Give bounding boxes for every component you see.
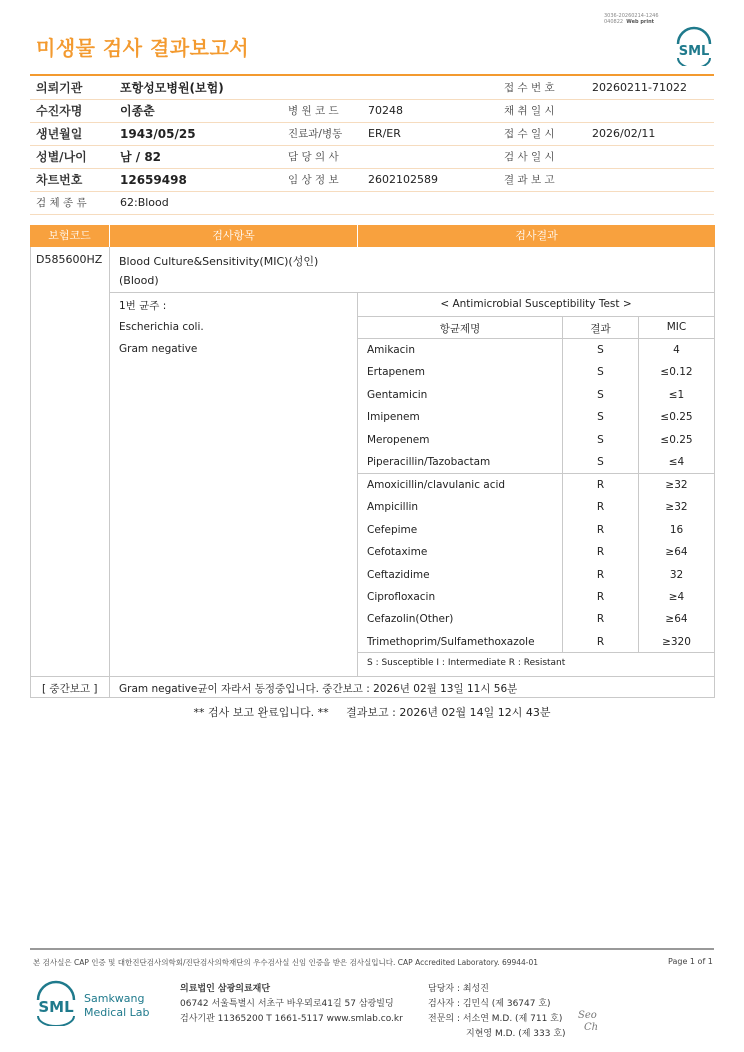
chart-label: 차트번호 <box>30 168 114 191</box>
ast-result: S <box>597 388 604 401</box>
sml-logo-text: SML <box>678 44 710 59</box>
ast-col-mic: MIC <box>666 321 687 333</box>
footer-logo-sml: SML <box>38 998 74 1016</box>
ast-drug-name: Gentamicin <box>367 388 428 401</box>
divider-test <box>109 292 715 293</box>
footer-logo-line2: Medical Lab <box>84 1006 150 1019</box>
sml-logo <box>674 26 714 66</box>
report-title: 미생물 검사 결과보고서 <box>36 36 250 60</box>
hosp-code-value: 70248 <box>362 99 498 122</box>
dept-label: 진료과/병동 <box>282 122 362 145</box>
col-item-header: 검사항목 <box>110 225 357 247</box>
hosp-code-label: 병 원 코 드 <box>282 99 362 122</box>
dob-value: 1943/05/25 <box>114 122 282 145</box>
final-report-text: ** 검사 보고 완료입니다. ** 결과보고 : 2026년 02월 14일 12시 43분 <box>193 706 551 719</box>
ast-result: S <box>597 411 604 424</box>
doc-id-sub: 040822 <box>604 19 624 25</box>
ast-result: S <box>597 433 604 446</box>
divider-code <box>109 247 110 698</box>
chart-value: 12659498 <box>114 168 282 191</box>
org-name: 의료법인 삼광의료재단 <box>180 984 271 994</box>
ast-legend: S : Susceptible I : Intermediate R : Resistant <box>367 658 566 668</box>
ast-result: R <box>596 501 605 514</box>
ast-mic: ≥64 <box>665 613 688 626</box>
divider-groups <box>357 473 715 474</box>
ast-mic: 16 <box>669 523 684 536</box>
patient-label: 수진자명 <box>30 99 114 122</box>
ast-mic: ≥320 <box>662 635 691 648</box>
dept-value: ER/ER <box>362 122 498 145</box>
ast-drug-name: Ciprofloxacin <box>367 591 436 603</box>
doc-id-number: 3036-20260214-1246 <box>604 13 659 19</box>
ast-result: R <box>596 591 605 603</box>
ast-result: R <box>596 546 605 559</box>
patient-info-table <box>30 76 714 215</box>
insurance-code: D585600HZ <box>36 253 103 266</box>
ast-drug-name: Cefazolin(Other) <box>367 613 454 626</box>
ast-result: R <box>596 479 605 491</box>
ast-drug-name: Imipenem <box>367 411 420 424</box>
ast-result: R <box>596 613 605 626</box>
sexage-value: 남 / 82 <box>114 145 282 168</box>
contact-line: 검사기관 11365200 T 1661-5117 www.smlab.co.kr <box>180 1014 403 1024</box>
clinical-value: 2602102589 <box>362 168 498 191</box>
test-name: Blood Culture&Sensitivity(MIC)(성인) <box>119 255 319 268</box>
ast-drug-name: Ceftazidime <box>367 568 430 581</box>
ast-mic: ≤0.12 <box>660 366 693 379</box>
ast-mic: ≤4 <box>668 456 685 468</box>
ast-mic: ≥32 <box>665 501 688 514</box>
test-specimen: (Blood) <box>119 274 159 287</box>
signature-2: Ch <box>584 1022 599 1033</box>
ast-drug-name: Piperacillin/Tazobactam <box>367 456 491 468</box>
recv-date-label: 접 수 일 시 <box>498 122 586 145</box>
border-left <box>30 247 31 698</box>
staff-block <box>428 982 566 1042</box>
sexage-label: 성별/나이 <box>30 145 114 168</box>
organism-name: Escherichia coli. <box>119 321 204 333</box>
dob-label: 생년월일 <box>30 122 114 145</box>
req-inst-value: 포항성모병원(보험) <box>114 76 498 99</box>
samkwang-logo <box>36 980 156 1026</box>
ast-result: S <box>597 344 604 356</box>
test-date-value <box>586 145 714 168</box>
doc-id <box>604 13 659 25</box>
ast-drug-name: Cefepime <box>367 523 418 536</box>
recv-date-value: 2026/02/11 <box>586 122 714 145</box>
gram-stain: Gram negative <box>119 343 198 355</box>
recv-no-label: 접 수 번 호 <box>498 76 586 99</box>
footer-divider <box>30 948 714 950</box>
doctor-value <box>362 145 498 168</box>
report-label: 결 과 보 고 <box>498 168 586 191</box>
test-date-label: 검 사 일 시 <box>498 145 586 168</box>
divider-interim <box>30 676 715 677</box>
divider-ast-title <box>357 316 715 317</box>
collect-value <box>586 99 714 122</box>
ast-mic: ≥64 <box>665 546 688 559</box>
specimen-label: 검 체 종 류 <box>30 191 114 214</box>
ast-title: < Antimicrobial Susceptibility Test > <box>440 298 632 310</box>
staff-manager: 담당자 : 최성진 <box>428 984 489 994</box>
ast-col-drug: 항균제명 <box>439 323 481 335</box>
footer-logo-line1: Samkwang <box>84 992 145 1005</box>
ast-col-result: 결과 <box>590 323 611 335</box>
ast-drug-name: Trimethoprim/Sulfamethoxazole <box>367 635 535 648</box>
ast-mic: 4 <box>673 344 680 356</box>
signature-1: Seo <box>578 1010 597 1021</box>
border-bottom <box>30 697 715 698</box>
ast-drug-name: Meropenem <box>367 433 430 446</box>
req-inst-label: 의뢰기관 <box>30 76 114 99</box>
ast-mic: ≥4 <box>668 591 685 603</box>
collect-label: 채 취 일 시 <box>498 99 586 122</box>
interim-label: [ 중간보고 ] <box>42 683 98 695</box>
doctor-label: 담 당 의 사 <box>282 145 362 168</box>
web-print-label: Web print <box>626 19 655 25</box>
staff-tester: 검사자 : 김민식 (제 36747 호) <box>428 999 551 1009</box>
ast-drug-name: Amoxicillin/clavulanic acid <box>367 479 506 491</box>
interim-text: Gram negative균이 자라서 동정중입니다. 중간보고 : 2026년 02월 13일 11시 56분 <box>119 683 518 695</box>
ast-mic: ≥32 <box>665 479 688 491</box>
recv-no-value: 20260211-71022 <box>586 76 714 99</box>
ast-result: R <box>596 635 605 648</box>
ast-mic: ≤0.25 <box>660 433 693 446</box>
staff-specialist: 전문의 : 서소연 M.D. (제 711 호) <box>428 1014 563 1024</box>
col-result-header: 검사결과 <box>358 225 715 247</box>
ast-result: S <box>597 456 604 468</box>
ast-drug-name: Ampicillin <box>367 501 419 514</box>
divider-org <box>357 292 358 676</box>
address-line: 06742 서울특별시 서초구 바우뫼로41길 57 삼광빌딩 <box>180 999 394 1009</box>
col-code-header: 보험코드 <box>30 225 109 247</box>
staff-specialist-2: 지현영 M.D. (제 333 호) <box>466 1029 566 1039</box>
report-value <box>586 168 714 191</box>
ast-drug-name: Cefotaxime <box>367 546 428 559</box>
page-number: Page 1 of 1 <box>668 957 713 966</box>
ast-mic: 32 <box>669 568 684 581</box>
signature <box>578 1010 598 1034</box>
ast-mic: ≤0.25 <box>660 411 693 424</box>
ast-result: R <box>596 523 605 536</box>
specimen-value: 62:Blood <box>114 191 714 214</box>
clinical-label: 임 상 정 보 <box>282 168 362 191</box>
cert-text: 본 검사실은 CAP 인증 및 대한진단검사의학회/진단검사의학재단의 우수검사실 신임 인증을 받은 검사실입니다. CAP Accredited Laboratory. 69944-01 <box>33 958 539 967</box>
ast-result: S <box>597 366 604 379</box>
divider-ast-head <box>357 338 715 339</box>
organism-label: 1번 균주 : <box>119 300 167 312</box>
patient-value: 이종춘 <box>114 99 282 122</box>
ast-result: R <box>596 568 605 581</box>
divider-legend <box>357 652 715 653</box>
ast-drug-name: Ertapenem <box>367 366 425 379</box>
ast-mic: ≤1 <box>668 388 685 401</box>
ast-drug-name: Amikacin <box>367 344 416 356</box>
address-block <box>180 982 403 1027</box>
